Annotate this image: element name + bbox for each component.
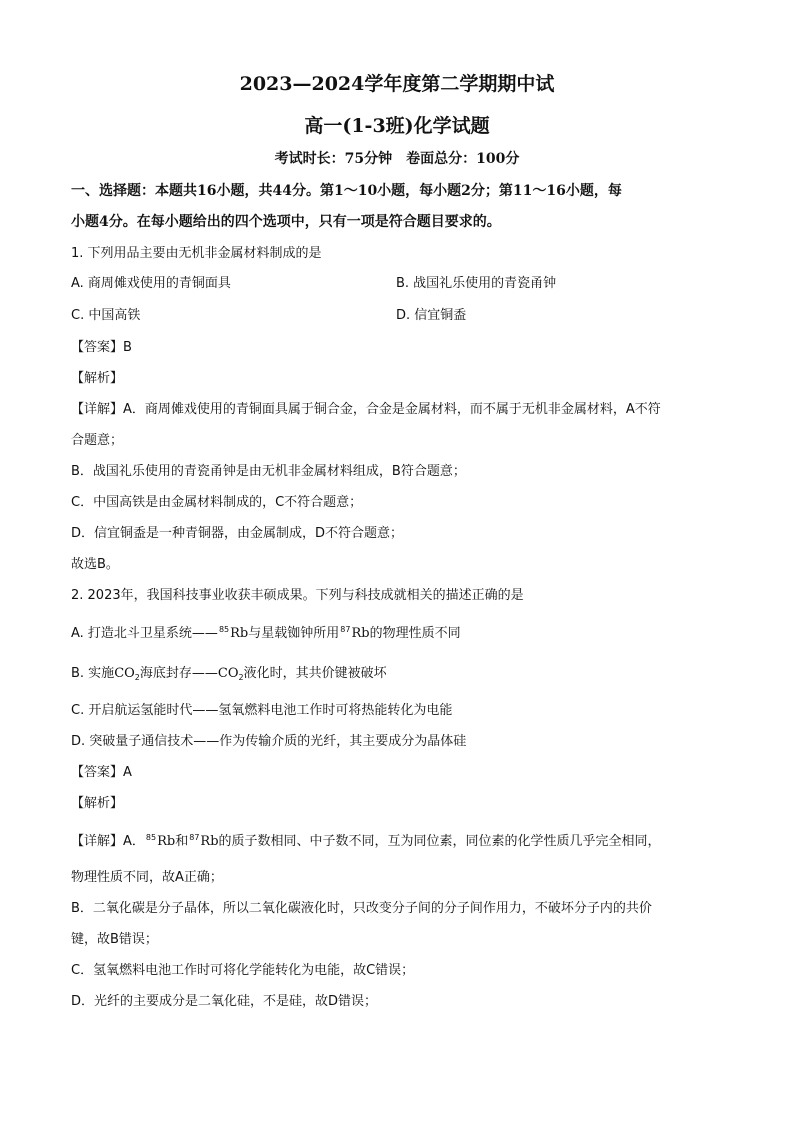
exam-info: 考试时长：75分钟 卷面总分：100分 [274,151,520,167]
q1-detail-line6: 故选B。 [71,557,119,572]
q2-option-a-isotope1-mass: 85 [218,625,230,634]
section-heading-line1: 一、选择题：本题共16小题，共44分。第1～10小题，每小题2分；第11～16小题，每 [71,183,622,199]
exam-title: 2023—2024学年度第二学期期中试 [239,73,555,95]
q2-detail-line1-prefix: 【详解】A． [71,834,145,849]
q2-detail-line1-mid: 和 [175,834,189,849]
q2-option-a-isotope2-symbol: Rb [351,626,370,641]
q2-detail-isotope2-symbol: Rb [200,834,219,849]
q2-answer: 【答案】A [71,765,132,780]
exam-subtitle: 高一(1-3班)化学试题 [304,115,490,137]
q2-option-b-prefix: B. 实施 [71,666,115,681]
q2-stem: 2. 2023年，我国科技事业收获丰硕成果。下列与科技成就相关的描述正确的是 [71,588,524,603]
q2-option-b-suffix: 液化时，其共价键被破坏 [243,666,387,681]
q2-detail-line3: B．二氧化碳是分子晶体，所以二氧化碳液化时，只改变分子间的分子间作用力，不破坏分子内的共价 [71,901,652,916]
q1-detail-line4: C．中国高铁是由金属材料制成的，C不符合题意； [71,495,363,510]
q2-option-c: C. 开启航运氢能时代——氢氧燃料电池工作时可将热能转化为电能 [71,703,453,718]
q2-option-a-mid: 与星载铷钟所用 [248,626,340,641]
q2-option-a-isotope1-symbol: Rb [230,626,249,641]
q1-option-d: D. 信宜铜盉 [396,308,467,323]
q1-detail-line5: D．信宜铜盉是一种青铜器，由金属制成，D不符合题意； [71,526,404,541]
q1-detail-line3: B．战国礼乐使用的青瓷甬钟是由无机非金属材料组成，B符合题意； [71,464,466,479]
q2-option-b-mid: 海底封存—— [139,666,218,681]
q2-detail-isotope2-mass: 87 [189,833,200,842]
q2-option-a-prefix: A. 打造北斗卫星系统—— [71,626,218,641]
q1-stem: 1. 下列用品主要由无机非金属材料制成的是 [71,246,322,261]
q2-option-b-formula2-sub: 2 [238,673,244,682]
q1-option-c: C. 中国高铁 [71,308,141,323]
q2-option-d: D. 突破量子通信技术——作为传输介质的光纤，其主要成分为晶体硅 [71,734,467,749]
q2-option-a-suffix: 的物理性质不同 [369,626,461,641]
q2-option-b-formula1: CO [114,666,135,681]
q2-detail-isotope1-symbol: Rb [157,834,176,849]
q1-detail-line2: 合题意； [71,433,124,448]
q2-detail-line1-suffix: 的质子数相同、中子数不同，互为同位素，同位素的化学性质几乎完全相同， [218,834,661,849]
q1-option-a: A. 商周傩戏使用的青铜面具 [71,276,231,291]
q2-option-b-formula2: CO [217,666,239,681]
q1-analysis-label: 【解析】 [71,371,124,386]
section-heading-line2: 小题4分。在每小题给出的四个选项中，只有一项是符合题目要求的。 [71,214,501,230]
q2-option-a-isotope2-mass: 87 [340,625,351,634]
q2-option-b [71,665,387,684]
q1-detail-line1: 【详解】A．商周傩戏使用的青铜面具属于铜合金，合金是金属材料，而不属于无机非金属材料，A不符 [71,402,661,417]
q2-analysis-label: 【解析】 [71,796,124,811]
q2-detail-line5: C．氢氧燃料电池工作时可将化学能转化为电能，故C错误； [71,963,415,978]
q2-detail-line4: 键，故B错误； [71,932,158,947]
q2-detail-line2: 物理性质不同，故A正确； [71,870,223,885]
q2-option-a [71,625,461,644]
q1-answer: 【答案】B [71,340,132,355]
q2-detail-line6: D．光纤的主要成分是二氧化硅，不是硅，故D错误； [71,994,378,1009]
q2-detail-line1 [71,833,661,852]
q2-detail-isotope1-mass: 85 [145,833,157,842]
q2-option-b-formula1-sub: 2 [134,673,140,682]
q1-option-b: B. 战国礼乐使用的青瓷甬钟 [396,276,557,291]
